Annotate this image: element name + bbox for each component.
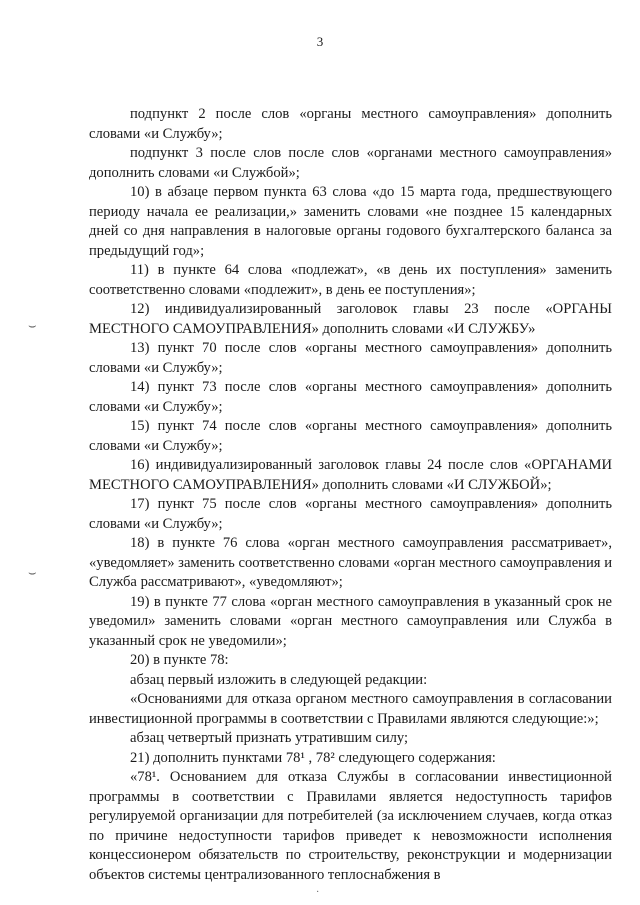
paragraph: 15) пункт 74 после слов «органы местного самоуправления» дополнить словами «и Службу»;	[89, 418, 612, 454]
paragraph: 21) дополнить пунктами 78¹ , 78² следующего содержания:	[130, 749, 496, 766]
paragraph: 12) индивидуализированный заголовок главы 23 после «ОРГАНЫ МЕСТНОГО САМОУПРАВЛЕНИЯ» дополнить словами «И СЛУЖБУ»	[89, 301, 612, 337]
document-body	[89, 105, 612, 885]
paragraph: «Основаниями для отказа органом местного самоуправления в согласовании инвестиционной программы в соответствии с Правилами являются следующие:»;	[89, 691, 612, 727]
paragraph: 16) индивидуализированный заголовок главы 24 после слов «ОРГАНАМИ МЕСТНОГО САМОУПРАВЛЕНИЯ» дополнить словами «И СЛУЖБОЙ»;	[89, 457, 612, 493]
paragraph: 17) пункт 75 после слов «органы местного самоуправления» дополнить словами «и Службу»;	[89, 496, 612, 532]
margin-punch-mark: ⌣	[28, 318, 37, 333]
paragraph: 10) в абзаце первом пункта 63 слова «до 15 марта года, предшествующего периоду начала ее реализации,» заменить словами «не позднее 15 календарных дней со дня направления в налоговые органы годового бухгалтерского баланса за предыдущий год»;	[89, 184, 612, 259]
paragraph: подпункт 3 после слов после слов «органами местного самоуправления» дополнить словами «и Службой»;	[89, 145, 612, 181]
scan-dot-mark: ·	[316, 887, 320, 898]
paragraph: 20) в пункте 78:	[130, 652, 229, 668]
paragraph: 18) в пункте 76 слова «орган местного самоуправления рассматривает», «уведомляет» заменить соответственно словами «орган местного самоуправления и Служба рассматривают», «уведомляют»;	[89, 535, 612, 590]
paragraph: 11) в пункте 64 слова «подлежат», «в день их поступления» заменить соответственно словами «подлежит», в день ее поступления»;	[89, 262, 612, 298]
page-number: 3	[316, 34, 324, 49]
paragraph: 19) в пункте 77 слова «орган местного самоуправления в указанный срок не уведомил» заменить словами «орган местного самоуправления или Служба в указанный срок не уведомили»;	[89, 593, 612, 649]
paragraph: «78¹. Основанием для отказа Службы в согласовании инвестиционной программы в соответствии с Правилами является недоступность тарифов регулируемой организации для потребителей (за исключением случаев, когда отказ по причине недоступности тарифов приведет к невозможности исполнения концессионером обязательств по строительству, реконструкции и модернизации объектов системы централизованного теплоснабжения в	[89, 769, 612, 883]
paragraph: абзац четвертый признать утратившим силу;	[130, 730, 409, 746]
paragraph: подпункт 2 после слов «органы местного самоуправления» дополнить словами «и Службу»;	[89, 106, 612, 142]
paragraph: 13) пункт 70 после слов «органы местного самоуправления» дополнить словами «и Службу»;	[89, 340, 612, 376]
margin-punch-mark: ⌣	[28, 565, 37, 580]
paragraph: абзац первый изложить в следующей редакции:	[130, 671, 428, 688]
paragraph: 14) пункт 73 после слов «органы местного самоуправления» дополнить словами «и Службу»;	[89, 379, 612, 415]
